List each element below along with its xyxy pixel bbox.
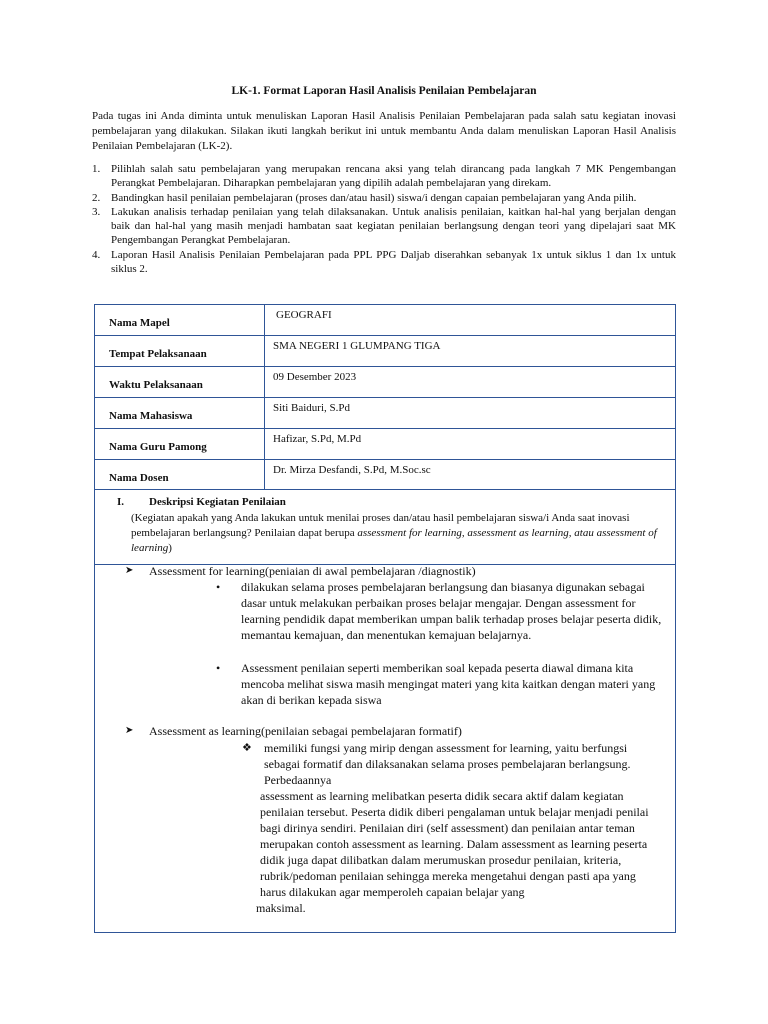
step-item: 3. Lakukan analisis terhadap penilaian yang telah dilaksanakan. Untuk analisis penilaian, kaitkan hal-hal yang berjalan dengan baik dan hal-hal yang masih menjadi hambatan saat kegiatan penilaian berlangsung dengan teori yang dipelajari saat MK Pengembangan Perangkat Pembelajaran. xyxy=(92,205,676,247)
info-row-tempat xyxy=(95,336,675,367)
info-table xyxy=(94,304,676,489)
info-value: Hafizar, S.Pd, M.Pd xyxy=(273,433,362,445)
diamond-bullet-item: ❖ memiliki fungsi yang mirip dengan assessment for learning, yaitu berfungsi sebagai formatif dan dilaksanakan selama proses pembelajaran berlangsung. Perbedaannya assessment as learning melibatkan peserta didik secara aktif dalam kegiatan penilaian tersebut. Peserta didik diberi pengalaman untuk belajar menjadi penilai bagi dirinya sendiri. Penilaian diri (self assessment) dan penilaian antar teman merupakan contoh assessment as learning. Dalam assessment as learning peserta didik juga dapat dilibatkan dalam merumuskan prosedur penilaian, kriteria, rubrik/pedoman penilaian sehingga mereka mengetahui dengan pasti apa yang harus dilakukan agar memperoleh capaian belajar yang maksimal. xyxy=(242,741,649,915)
info-row-mahasiswa xyxy=(95,398,675,429)
step-item: 2. Bandingkan hasil penilaian pembelajaran (proses dan/atau hasil) siswa/i dengan capaian pembelajaran yang Anda pilih. xyxy=(92,191,637,204)
bullet-item: • dilakukan selama proses pembelajaran berlangsung dan biasanya digunakan sebagai dasar untuk melakukan perbaikan proses belajar mengajar. Dengan assessment for learning pendidik dapat memberikan umpan balik terhadap proses belajar peserta didik, memantau kemajuan, dan menentukan kemajuan belajarnya. xyxy=(216,580,662,642)
info-value: Siti Baiduri, S.Pd xyxy=(273,402,351,414)
info-label: Nama Mapel xyxy=(95,305,265,335)
info-label: Waktu Pelaksanaan xyxy=(95,367,265,397)
dot-bullet-icon: • xyxy=(216,661,221,675)
info-label: Tempat Pelaksanaan xyxy=(95,336,265,366)
document-title: LK-1. Format Laporan Hasil Analisis Penilaian Pembelajaran xyxy=(231,85,537,97)
info-label: Nama Mahasiswa xyxy=(95,398,265,428)
step-text: Pilihlah salah satu pembelajaran yang merupakan rencana aksi yang telah dirancang pada langkah 7 MK Pengembangan Perangkat Pembelajaran. Diharapkan pembelajaran yang dipilih adalah pembelajaran yang direkam. xyxy=(111,163,676,190)
step-text: Bandingkan hasil penilaian pembelajaran (proses dan/atau hasil) siswa/i dengan capaian pembelajaran yang Anda pilih. xyxy=(111,191,637,204)
info-value: Dr. Mirza Desfandi, S.Pd, M.Soc.sc xyxy=(273,464,431,476)
info-value: GEOGRAFI xyxy=(276,309,332,321)
arrow-bullet-icon: ➤ xyxy=(125,565,134,576)
info-row-dosen xyxy=(95,460,675,490)
info-row-guru-pamong xyxy=(95,429,675,460)
section-description-box xyxy=(94,489,676,565)
section-title: Deskripsi Kegiatan Penilaian xyxy=(149,496,286,508)
arrow-bullet-icon: ➤ xyxy=(125,725,134,736)
info-label: Nama Dosen xyxy=(95,460,265,489)
diamond-bullet-icon: ❖ xyxy=(242,742,252,754)
step-item: 1. Pilihlah salah satu pembelajaran yang merupakan rencana aksi yang telah dirancang pada langkah 7 MK Pengembangan Perangkat Pembelajaran. Diharapkan pembelajaran yang dipilih adalah pembelajaran yang direkam. xyxy=(92,163,676,190)
section-heading xyxy=(117,496,286,508)
content-box: ➤ Assessment for learning(peniaian di awal pembelajaran /diagnostik) • dilakukan selama proses pembelajaran berlangsung dan biasanya digunakan sebagai dasar untuk melakukan perbaikan proses belajar mengajar. Dengan assessment for learning pendidik dapat memberikan umpan balik terhadap proses belajar peserta didik, memantau kemajuan, dan menentukan kemajuan belajarnya. • Assessment penilaian seperti memberikan soal kepada peserta diawal dimana kita mencoba melihat siswa masih mengingat materi yang kita kaitkan dengan materi yang akan di berikan kepada siswa ➤ Assessment as learning(penilaian sebagai pembelajaran formatif) ❖ memiliki fungsi yang mirip dengan assessment for learning, yaitu berfungsi sebagai formatif dan dilaksanakan selama proses pembelajaran berlangsung. Perbedaannya assessment as learning melibatkan peserta didik secara aktif dalam kegiatan penilaian tersebut. Peserta didik diberi pengalaman untuk belajar menjadi penilai bagi dirinya sendiri. Penilaian diri (self assessment) dan penilaian antar teman merupakan contoh assessment as learning. Dalam assessment as learning peserta didik juga dapat dilibatkan dalam merumuskan prosedur penilaian, kriteria, rubrik/pedoman penilaian sehingga mereka mengetahui dengan pasti apa yang harus dilakukan agar memperoleh capaian belajar yang maksimal. xyxy=(94,565,676,933)
info-row-mapel xyxy=(95,305,675,336)
info-label: Nama Guru Pamong xyxy=(95,429,265,459)
dot-bullet-icon: • xyxy=(216,580,221,594)
bullet-item: • Assessment penilaian seperti memberikan soal kepada peserta diawal dimana kita mencoba melihat siswa masih mengingat materi yang kita kaitkan dengan materi yang akan di berikan kepada siswa xyxy=(216,661,656,707)
info-row-waktu xyxy=(95,367,675,398)
info-value: 09 Desember 2023 xyxy=(273,371,357,383)
step-text: Laporan Hasil Analisis Penilaian Pembelajaran pada PPL PPG Daljab diserahkan sebanyak 1x untuk siklus 1 dan 1x untuk siklus 2. xyxy=(111,248,676,276)
info-value: SMA NEGERI 1 GLUMPANG TIGA xyxy=(273,340,441,352)
intro-paragraph: Pada tugas ini Anda diminta untuk menuliskan Laporan Hasil Analisis Penilaian Pembelajaran pada salah satu kegiatan inovasi pembelajaran yang dilakukan. Silakan ikuti langkah berikut ini untuk membantu Anda dalam menuliskan Laporan Hasil Analisis Penilaian Pembelajaran (LK-2). xyxy=(92,110,676,152)
step-text: Lakukan analisis terhadap penilaian yang telah dilaksanakan. Untuk analisis penilaian, kaitkan hal-hal yang berjalan dengan baik dan hal-hal yang masih menjadi hambatan saat kegiatan penilaian berlangsung dengan teori yang dipelajari saat MK Pengembangan Perangkat Pembelajaran. xyxy=(111,205,676,247)
section-description: (Kegiatan apakah yang Anda lakukan untuk menilai proses dan/atau hasil pembelajaran siswa/i Anda saat inovasi pembelajaran berlangsung? Penilaian dapat berupa assessment for learning, assessment as learning, atau assessment of learning) xyxy=(131,512,657,554)
instruction-steps xyxy=(92,162,676,276)
step-item: 4. Laporan Hasil Analisis Penilaian Pembelajaran pada PPL PPG Daljab diserahkan sebanyak 1x untuk siklus 1 dan 1x untuk siklus 2. xyxy=(92,248,676,276)
section-number: I. xyxy=(117,496,125,508)
